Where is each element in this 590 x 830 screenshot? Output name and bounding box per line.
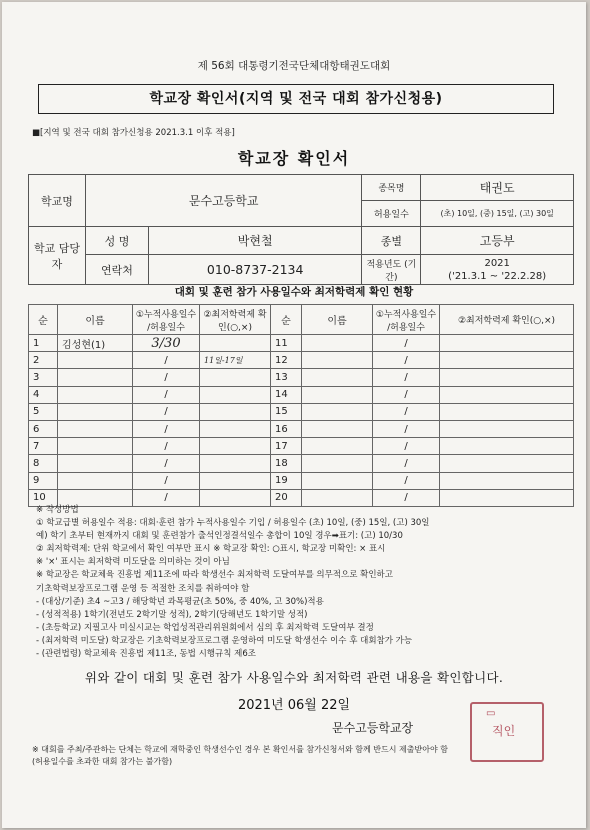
sport-label: 종목명	[362, 175, 421, 201]
academic-check-right	[440, 369, 574, 386]
used-days-right: /	[373, 352, 440, 369]
row-num-right: 19	[271, 472, 302, 489]
athlete-name	[58, 455, 133, 472]
academic-check	[200, 386, 271, 403]
year-cell	[421, 255, 574, 285]
contact-name: 박현철	[149, 227, 362, 255]
academic-check	[200, 335, 271, 352]
school-name: 문수고등학교	[86, 175, 362, 227]
instruction-line: 예) 학기 초부터 현재까지 대회 및 훈련참가 출석인정결석일수 총합이 10일 경우➡표기: (고) 10/30	[36, 531, 403, 542]
row-num: 8	[29, 455, 58, 472]
athlete-name	[58, 386, 133, 403]
academic-check	[200, 369, 271, 386]
athlete-name-right	[302, 438, 373, 455]
year-label: 적용년도 (기간)	[362, 255, 421, 285]
table-row	[29, 335, 574, 352]
academic-check	[200, 472, 271, 489]
col-days-right: ①누적사용일수 /허용일수	[373, 305, 440, 335]
instruction-line: - (최저학력 미도달) 학교장은 기초학력보장프로그램 운영하여 미도달 학생선수 이수 후 대회참가 가능	[36, 635, 413, 646]
athlete-name-right	[302, 403, 373, 420]
row-num-right: 16	[271, 420, 302, 437]
athlete-name-right	[302, 455, 373, 472]
academic-check	[200, 403, 271, 420]
seal-text: 직인	[492, 724, 516, 738]
instruction-line: ① 학교급별 허용일수 적용: 대회·훈련 참가 누적사용일수 기입 / 허용일수 (초) 10일, (중) 15일, (고) 30일	[36, 518, 430, 529]
school-info-table	[28, 174, 574, 285]
athlete-name	[58, 438, 133, 455]
footer-note	[32, 744, 552, 768]
row-num-right: 11	[271, 335, 302, 352]
allowed-days-label: 허용일수	[362, 201, 421, 227]
col-name-right: 이름	[302, 305, 373, 335]
used-days-right: /	[373, 438, 440, 455]
table-row	[29, 352, 574, 369]
sport-value: 태권도	[421, 175, 574, 201]
used-days: /	[133, 472, 200, 489]
academic-check-right	[440, 335, 574, 352]
used-days: 3/30	[133, 335, 200, 352]
col-check-right: ②최저학력제 확인(○,×)	[440, 305, 574, 335]
athlete-grid	[28, 304, 574, 507]
athlete-name	[58, 420, 133, 437]
academic-check-right	[440, 455, 574, 472]
athlete-name	[58, 472, 133, 489]
instruction-line: ※ 작성방법	[36, 505, 79, 515]
instruction-line: ② 최저학력제: 단위 학교에서 확인 여부만 표시 ※ 학교장 확인: ○표시, 학교장 미확인: × 표시	[36, 544, 386, 555]
row-num: 4	[29, 386, 58, 403]
instruction-line: 기초학력보장프로그램 운영 등 적절한 조치를 취하여야 함	[36, 583, 250, 594]
used-days: /	[133, 403, 200, 420]
row-num: 10	[29, 489, 58, 506]
instructions	[36, 504, 566, 661]
row-num-right: 12	[271, 352, 302, 369]
row-num-right: 18	[271, 455, 302, 472]
allowed-days-value: (초) 10일, (중) 15일, (고) 30일	[421, 201, 574, 227]
form-title: 학교장 확인서	[237, 149, 351, 168]
athlete-name: 김성현(1)	[58, 335, 133, 352]
used-days-right: /	[373, 455, 440, 472]
used-days: /	[133, 489, 200, 506]
issue-date: 2021년 06월 22일	[237, 698, 351, 713]
used-days-right: /	[373, 335, 440, 352]
instruction-line: ※ 학교장은 학교체육 진흥법 제11조에 따라 학생선수 최저학력 도달여부를 의무적으로 확인하고	[36, 570, 393, 581]
academic-check-right	[440, 352, 574, 369]
row-num-right: 13	[271, 369, 302, 386]
col-name-left: 이름	[58, 305, 133, 335]
year-value: 2021	[484, 257, 510, 269]
official-seal: ▭ 직인	[470, 702, 544, 762]
contact-label: 학교 담당자	[29, 227, 86, 285]
used-days-right: /	[373, 472, 440, 489]
document-title: 학교장 확인서(지역 및 전국 대회 참가신청용)	[38, 84, 554, 114]
row-num: 6	[29, 420, 58, 437]
col-check-left: ②최저학력제 확인(○,×)	[200, 305, 271, 335]
phone-label: 연락처	[86, 255, 149, 285]
used-days: /	[133, 455, 200, 472]
athlete-name	[58, 403, 133, 420]
academic-check	[200, 438, 271, 455]
academic-check-right	[440, 438, 574, 455]
used-days-right: /	[373, 369, 440, 386]
instruction-line: - (대상/기준) 초4 ~고3 / 해당학년 과목평균(초 50%, 중 40%, 고 30%)적용	[36, 596, 324, 607]
row-num-right: 14	[271, 386, 302, 403]
row-num: 7	[29, 438, 58, 455]
row-num-right: 17	[271, 438, 302, 455]
athlete-name	[58, 369, 133, 386]
row-num: 3	[29, 369, 58, 386]
athlete-name-right	[302, 335, 373, 352]
section-title: 대회 및 훈련 참가 사용일수와 최저학력제 확인 현황	[174, 286, 414, 298]
contact-phone: 010-8737-2134	[149, 255, 362, 285]
instruction-line: - (성적적용) 1학기(전년도 2학기말 성적), 2학기(당해년도 1학기말 성적)	[36, 609, 308, 620]
used-days-right: /	[373, 420, 440, 437]
table-row	[29, 369, 574, 386]
used-days: /	[133, 369, 200, 386]
athlete-name-right	[302, 352, 373, 369]
athlete-name-right	[302, 386, 373, 403]
used-days: /	[133, 438, 200, 455]
table-row	[29, 386, 574, 403]
row-num-right: 15	[271, 403, 302, 420]
row-num-right: 20	[271, 489, 302, 506]
row-num: 2	[29, 352, 58, 369]
col-num-right: 순	[271, 305, 302, 335]
row-num: 5	[29, 403, 58, 420]
row-num: 9	[29, 472, 58, 489]
academic-check-right	[440, 420, 574, 437]
used-days: /	[133, 420, 200, 437]
used-days: /	[133, 352, 200, 369]
event-name: 제 56회 대통령기전국단체대항태권도대회	[197, 60, 391, 72]
instruction-line: ※ '×' 표시는 최저학력 미도달을 의미하는 것이 아님	[36, 557, 230, 568]
confirmation-statement: 위와 같이 대회 및 훈련 참가 사용일수와 최저학력 관련 내용을 확인합니다.	[84, 670, 504, 685]
academic-check-right	[440, 403, 574, 420]
athlete-name-right	[302, 420, 373, 437]
applicability-note: ■[지역 및 전국 대회 참가신청용 2021.3.1 이후 적용]	[32, 128, 235, 138]
used-days-right: /	[373, 489, 440, 506]
academic-check	[200, 420, 271, 437]
name-label: 성 명	[86, 227, 149, 255]
used-days: /	[133, 386, 200, 403]
footer-line-1: ※ 대회를 주최/주관하는 단체는 학교에 재학중인 학생선수인 경우 본 확인서를 참가신청서와 함께 반드시 제출받아야 함	[32, 745, 448, 754]
table-row	[29, 455, 574, 472]
instruction-line: - (관련법령) 학교체육 진흥법 제11조, 동법 시행규칙 제6조	[36, 649, 256, 660]
instruction-line: - (초등학교) 지필고사 미실시교는 학업성적관리위원회에서 심의 후 최저학력 도달여부 결정	[36, 622, 374, 633]
category-label: 종별	[362, 227, 421, 255]
table-row	[29, 472, 574, 489]
principal-signature: 문수고등학교장	[332, 721, 414, 735]
col-num-left: 순	[29, 305, 58, 335]
athlete-name-right	[302, 472, 373, 489]
academic-check	[200, 455, 271, 472]
academic-check-right	[440, 386, 574, 403]
academic-check-right	[440, 472, 574, 489]
footer-line-2: (허용일수를 초과한 대회 참가는 불가함)	[32, 757, 173, 766]
period-value: ('21.3.1 ~ '22.2.28)	[448, 270, 547, 282]
table-row	[29, 420, 574, 437]
school-label: 학교명	[29, 175, 86, 227]
document-page	[2, 2, 586, 828]
athlete-name-right	[302, 369, 373, 386]
col-days-left: ①누적사용일수 /허용일수	[133, 305, 200, 335]
table-row	[29, 403, 574, 420]
category-value: 고등부	[421, 227, 574, 255]
used-days-right: /	[373, 403, 440, 420]
used-days-right: /	[373, 386, 440, 403]
table-row	[29, 438, 574, 455]
academic-check: 11일-17일	[200, 352, 271, 369]
athlete-name	[58, 352, 133, 369]
row-num: 1	[29, 335, 58, 352]
